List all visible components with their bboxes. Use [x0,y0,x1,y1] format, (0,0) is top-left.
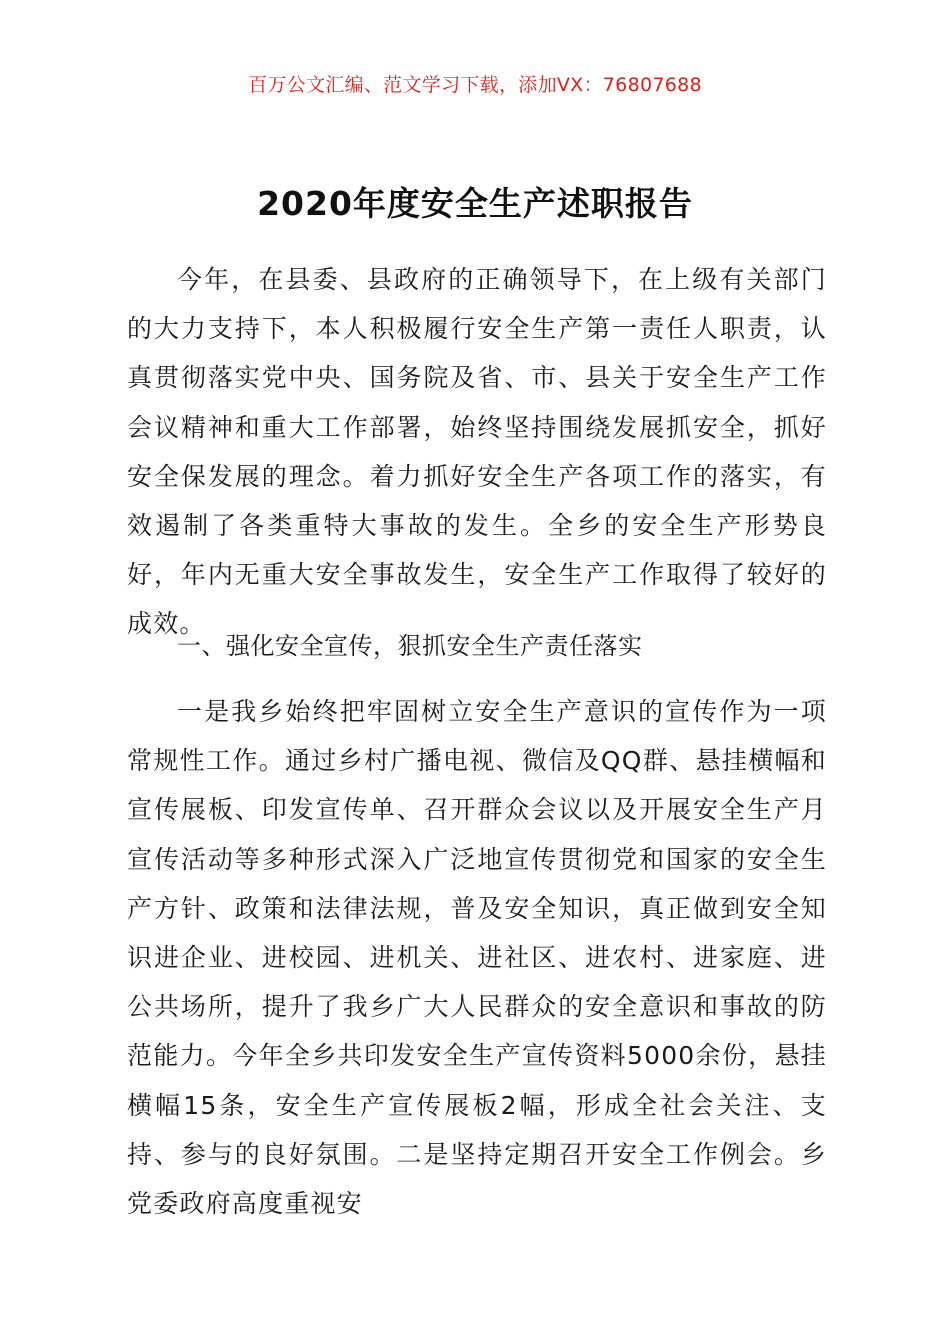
body-paragraph: 一是我乡始终把牢固树立安全生产意识的宣传作为一项常规性工作。通过乡村广播电视、微信及QQ群、悬挂横幅和宣传展板、印发宣传单、召开群众会议以及开展安全生产月宣传活动等多种形式深入广泛地宣传贯彻党和国家的安全生产方针、政策和法律法规，普及安全知识，真正做到安全知识进企业、进校园、进机关、进社区、进农村、进家庭、进公共场所，提升了我乡广大人民群众的安全意识和事故的防范能力。今年全乡共印发安全生产宣传资料5000余份，悬挂横幅15条，安全生产宣传展板2幅，形成全社会关注、支持、参与的良好氛围。二是坚持定期召开安全工作例会。乡党委政府高度重视安 [127,697,827,1219]
intro-paragraph: 今年，在县委、县政府的正确领导下，在上级有关部门的大力支持下，本人积极履行安全生产第一责任人职责，认真贯彻落实党中央、国务院及省、市、县关于安全生产工作会议精神和重大工作部署，始终坚持围绕发展抓安全，抓好安全保发展的理念。着力抓好安全生产各项工作的落实，有效遏制了各类重特大事故的发生。全乡的安全生产形势良好，年内无重大安全事故发生，安全生产工作取得了较好的成效。 [127,265,827,639]
header-watermark-note: 百万公文汇编、范文学习下载，添加VX：76807688 [248,74,702,96]
section-heading: 一、强化安全宣传，狠抓安全生产责任落实 [177,632,643,660]
document-title: 2020年度安全生产述职报告 [257,184,693,223]
